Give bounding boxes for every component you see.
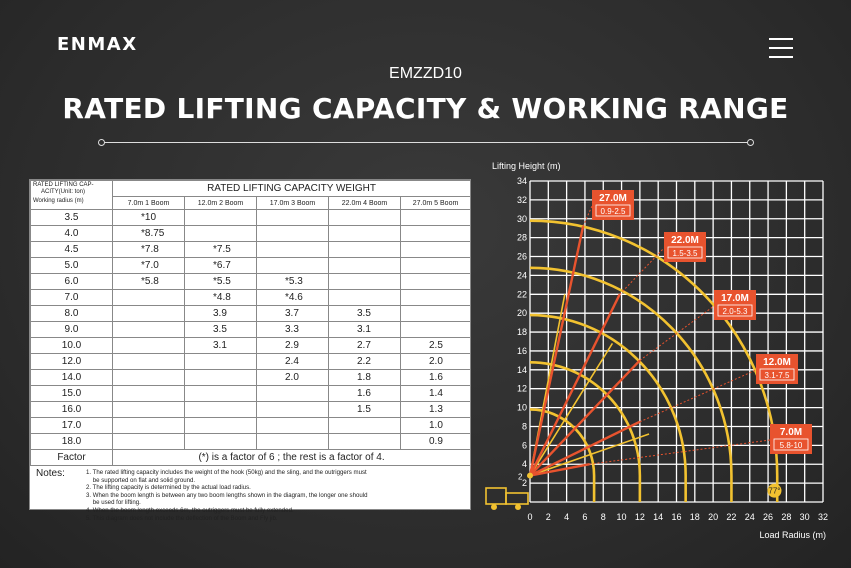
x-tick-label: 28	[781, 512, 792, 522]
capacity-table-panel	[29, 179, 471, 522]
corner-line-3: Working radius (m)	[33, 198, 84, 204]
truck-cab-icon	[486, 488, 506, 504]
y-tick-label: 32	[516, 194, 527, 205]
radius-cell: 3.5	[31, 210, 113, 226]
table-row	[31, 386, 471, 402]
capacity-cell: 2.5	[401, 338, 471, 354]
table-row	[31, 322, 471, 338]
capacity-cell	[113, 306, 185, 322]
capacity-cell: *7.0	[113, 258, 185, 274]
capacity-cell: 1.0	[401, 418, 471, 434]
boom-range-label: 0.9-2.5	[600, 207, 626, 216]
note-line: be supported on flat and solid ground.	[86, 476, 196, 484]
capacity-cell	[185, 370, 257, 386]
capacity-cell: 3.5	[185, 322, 257, 338]
capacity-cell	[113, 434, 185, 450]
capacity-cell: 3.1	[329, 322, 401, 338]
capacity-cell	[185, 434, 257, 450]
range-arc	[530, 315, 686, 502]
boom-range-label: 5.8-10	[779, 441, 803, 450]
truck-wheel-icon	[515, 504, 521, 510]
capacity-cell: 1.5	[329, 402, 401, 418]
table-row	[31, 258, 471, 274]
capacity-cell: *5.5	[185, 274, 257, 290]
capacity-cell: *4.6	[257, 290, 329, 306]
boom-header: 17.0m 3 Boom	[257, 197, 329, 210]
capacity-cell	[329, 226, 401, 242]
y-tick-label: 16	[516, 345, 527, 356]
x-tick-label: 2	[545, 512, 551, 522]
x-tick-label: 24	[744, 512, 755, 522]
capacity-cell	[401, 274, 471, 290]
boom-leader	[590, 440, 770, 464]
capacity-cell	[113, 418, 185, 434]
boom-header: 22.0m 4 Boom	[329, 197, 401, 210]
table-row	[31, 290, 471, 306]
note-line: 2. The lifting capacity is determined by the actual load radius.	[86, 484, 251, 492]
capacity-cell	[113, 338, 185, 354]
working-range-svg	[478, 156, 848, 548]
y-axis-label: Lifting Height (m)	[492, 161, 561, 171]
range-arc	[530, 268, 731, 502]
capacity-cell	[185, 402, 257, 418]
capacity-cell: 1.6	[329, 386, 401, 402]
capacity-cell: 1.8	[329, 370, 401, 386]
note-line: 1. The rated lifting capacity includes the weight of the hook (50kg) and the sling, and the outriggers must	[86, 469, 367, 476]
corner-line-1: RATED LIFTING CAP-	[33, 182, 94, 188]
radius-cell: 15.0	[31, 386, 113, 402]
capacity-cell	[257, 242, 329, 258]
capacity-cell: 2.4	[257, 354, 329, 370]
x-tick-label: 8	[600, 512, 606, 522]
radius-cell: 7.0	[31, 290, 113, 306]
radius-cell: 14.0	[31, 370, 113, 386]
boom-length-label: 22.0M	[671, 235, 699, 246]
boom-range-label: 2.0-5.3	[722, 307, 748, 316]
title-divider	[104, 142, 748, 143]
notes-section	[30, 466, 470, 522]
capacity-cell	[113, 402, 185, 418]
truck-wheel-icon	[491, 504, 497, 510]
y-tick-label: 20	[516, 308, 527, 319]
radius-cell: 9.0	[31, 322, 113, 338]
table-row	[31, 306, 471, 322]
y-tick-label: 24	[516, 270, 527, 281]
radius-cell: 16.0	[31, 402, 113, 418]
capacity-cell: 1.6	[401, 370, 471, 386]
capacity-cell	[257, 226, 329, 242]
capacity-cell	[257, 434, 329, 450]
x-tick-label: 32	[817, 512, 829, 522]
capacity-cell	[401, 226, 471, 242]
capacity-cell	[329, 434, 401, 450]
table-row	[31, 210, 471, 226]
note-line: be used for lifting.	[86, 499, 141, 507]
boom-length-label: 27.0M	[599, 193, 627, 204]
boom-length-label: 17.0M	[721, 293, 749, 304]
radius-cell: 5.0	[31, 258, 113, 274]
capacity-cell	[257, 402, 329, 418]
boom-leader	[640, 370, 756, 422]
boom-length-label: 12.0M	[763, 357, 791, 368]
table-corner-header	[31, 181, 113, 210]
capacity-cell	[257, 210, 329, 226]
capacity-table	[30, 180, 471, 466]
working-range-chart	[478, 156, 848, 553]
factor-label: Factor	[31, 450, 113, 466]
factor-note: (*) is a factor of 6 ; the rest is a factor of 4.	[113, 450, 471, 466]
y-tick-label: 2	[521, 478, 527, 489]
angle-marker-label: 77°	[768, 486, 781, 496]
radius-cell: 4.0	[31, 226, 113, 242]
capacity-cell: 2.0	[401, 354, 471, 370]
table-row	[31, 226, 471, 242]
y-tick-label: 4	[521, 459, 527, 470]
capacity-cell	[401, 258, 471, 274]
table-row	[31, 354, 471, 370]
capacity-cell	[329, 242, 401, 258]
hamburger-menu-icon[interactable]	[769, 38, 793, 60]
x-tick-label: 6	[582, 512, 588, 522]
pivot-marker-label: 2	[518, 472, 523, 482]
capacity-cell	[257, 386, 329, 402]
capacity-cell: *7.8	[113, 242, 185, 258]
capacity-cell: 2.2	[329, 354, 401, 370]
capacity-cell	[401, 290, 471, 306]
note-line: 3. When the boom length is between any two boom lengths shown in the diagram, the longer one should	[86, 491, 368, 499]
radius-cell: 18.0	[31, 434, 113, 450]
capacity-cell	[329, 290, 401, 306]
note-line: 4. When the boom length exceeds 6m, the outriggers must be fully extended.	[86, 506, 294, 514]
x-tick-label: 0	[527, 512, 533, 522]
capacity-cell	[329, 258, 401, 274]
capacity-cell	[185, 210, 257, 226]
pivot-dot	[527, 473, 533, 479]
table-row	[31, 418, 471, 434]
capacity-cell: 3.3	[257, 322, 329, 338]
radius-cell: 4.5	[31, 242, 113, 258]
capacity-cell: *5.8	[113, 274, 185, 290]
y-tick-label: 14	[516, 364, 527, 375]
boom-length-label: 7.0M	[779, 427, 803, 438]
capacity-cell: 3.9	[185, 306, 257, 322]
table-main-header: RATED LIFTING CAPACITY WEIGHT	[113, 181, 471, 197]
capacity-cell	[401, 242, 471, 258]
x-tick-label: 26	[763, 512, 774, 522]
capacity-cell: 0.9	[401, 434, 471, 450]
y-tick-label: 34	[516, 176, 527, 186]
y-tick-label: 26	[516, 251, 527, 262]
capacity-cell	[257, 258, 329, 274]
x-tick-label: 30	[799, 512, 810, 522]
capacity-cell	[185, 418, 257, 434]
page-title: RATED LIFTING CAPACITY & WORKING RANGE	[62, 92, 789, 125]
capacity-cell	[113, 322, 185, 338]
boom-range-label: 3.1-7.5	[764, 371, 790, 380]
note-line: 5. This diagram does not include the deflection of the Boom and Fly jib.	[86, 514, 278, 522]
radius-cell: 17.0	[31, 418, 113, 434]
x-tick-label: 14	[653, 512, 664, 522]
table-row	[31, 274, 471, 290]
capacity-cell: *8.75	[113, 226, 185, 242]
capacity-cell	[401, 306, 471, 322]
y-tick-label: 28	[516, 232, 527, 243]
capacity-cell: *6.7	[185, 258, 257, 274]
capacity-cell	[401, 210, 471, 226]
capacity-cell	[329, 274, 401, 290]
capacity-cell: 3.1	[185, 338, 257, 354]
capacity-cell	[185, 354, 257, 370]
x-axis-label: Load Radius (m)	[759, 530, 826, 540]
capacity-cell: *4.8	[185, 290, 257, 306]
capacity-cell: 1.4	[401, 386, 471, 402]
boom-header: 27.0m 5 Boom	[401, 197, 471, 210]
capacity-cell	[329, 210, 401, 226]
table-row	[31, 434, 471, 450]
capacity-cell	[257, 418, 329, 434]
y-tick-label: 22	[516, 289, 527, 300]
y-tick-label: 6	[521, 440, 527, 451]
capacity-cell: 3.7	[257, 306, 329, 322]
y-tick-label: 8	[521, 421, 527, 432]
capacity-cell: 3.5	[329, 306, 401, 322]
boom-header: 12.0m 2 Boom	[185, 197, 257, 210]
y-tick-label: 12	[516, 383, 527, 394]
capacity-cell: *7.5	[185, 242, 257, 258]
radius-cell: 6.0	[31, 274, 113, 290]
capacity-cell: 2.0	[257, 370, 329, 386]
radius-cell: 8.0	[31, 306, 113, 322]
y-tick-label: 30	[516, 213, 527, 224]
x-tick-label: 16	[671, 512, 682, 522]
table-row	[31, 402, 471, 418]
capacity-cell	[185, 386, 257, 402]
corner-line-2: ACITY(Unit: ton)	[41, 189, 86, 195]
capacity-cell: *10	[113, 210, 185, 226]
capacity-cell: 1.3	[401, 402, 471, 418]
capacity-cell	[113, 354, 185, 370]
x-tick-label: 12	[634, 512, 645, 522]
x-tick-label: 20	[708, 512, 719, 522]
table-row	[31, 242, 471, 258]
notes-lines	[86, 469, 368, 522]
capacity-cell: 2.9	[257, 338, 329, 354]
boom-header: 7.0m 1 Boom	[113, 197, 185, 210]
capacity-cell: 2.7	[329, 338, 401, 354]
capacity-cell: *5.3	[257, 274, 329, 290]
capacity-cell	[401, 322, 471, 338]
capacity-cell	[185, 226, 257, 242]
boom-leader	[620, 248, 664, 294]
model-name: EMZZD10	[389, 65, 462, 82]
table-row	[31, 338, 471, 354]
notes-label: Notes:	[36, 468, 65, 479]
brand-logo: ENMAX	[57, 34, 138, 55]
capacity-cell	[113, 386, 185, 402]
x-tick-label: 18	[689, 512, 700, 522]
capacity-cell	[113, 370, 185, 386]
truck-bed-icon	[506, 493, 528, 504]
y-tick-label: 18	[516, 327, 527, 338]
x-tick-label: 10	[616, 512, 627, 522]
capacity-cell	[329, 418, 401, 434]
y-tick-label: 10	[516, 402, 527, 413]
radius-cell: 10.0	[31, 338, 113, 354]
radius-cell: 12.0	[31, 354, 113, 370]
x-tick-label: 4	[564, 512, 570, 522]
x-tick-label: 22	[726, 512, 737, 522]
boom-range-label: 1.5-3.5	[672, 249, 698, 258]
capacity-cell	[113, 290, 185, 306]
table-row	[31, 370, 471, 386]
